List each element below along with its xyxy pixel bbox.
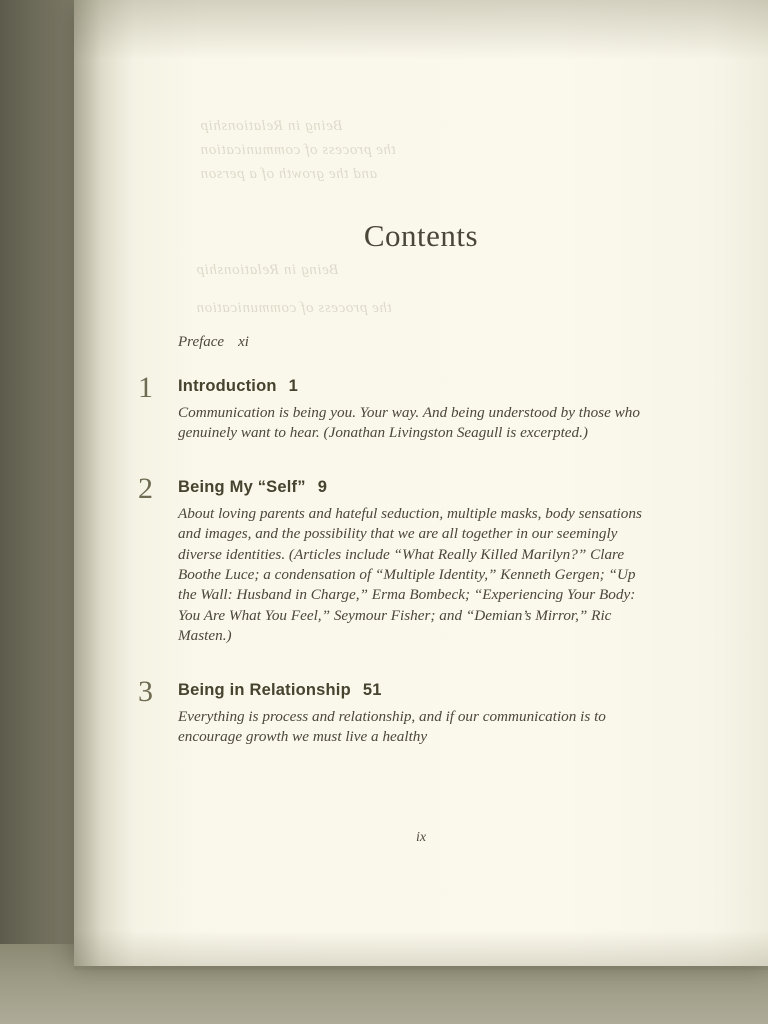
table-of-contents bbox=[138, 334, 714, 747]
chapter-heading-3 bbox=[178, 681, 714, 700]
bleed-through-line-3: and the growth of a person bbox=[200, 166, 378, 182]
chapter-title-1: Introduction bbox=[178, 377, 277, 395]
toc-entry-3[interactable] bbox=[138, 674, 714, 748]
toc-entry-2[interactable] bbox=[138, 471, 714, 647]
bleed-through-line-1: Being in Relationship bbox=[200, 118, 343, 134]
chapter-heading-2 bbox=[178, 478, 714, 497]
bleed-through-line-5: the process of communication bbox=[196, 300, 392, 316]
chapter-description-1: Communication is being you. Your way. And being understood by those who genuinely want to hear. (Jonathan Livingston Seagull is excerpted.) bbox=[178, 404, 640, 442]
chapter-heading-1 bbox=[178, 377, 714, 396]
chapter-number-2: 2 bbox=[138, 471, 153, 505]
bleed-through-line-4: Being in Relationship bbox=[196, 262, 339, 278]
chapter-page-1: 1 bbox=[288, 377, 299, 395]
chapter-title-3: Being in Relationship bbox=[178, 680, 351, 699]
chapter-page-2: 9 bbox=[317, 477, 328, 496]
toc-entry-1[interactable] bbox=[138, 371, 714, 444]
page-content bbox=[74, 0, 768, 966]
chapter-number-3: 3 bbox=[138, 674, 153, 708]
chapter-description-2: About loving parents and hateful seduction, multiple masks, body sensations and images, and the possibility that we are all together in our seemingly diverse identities. (Articles include “What Really Killed Marilyn?” Clare Boothe Luce; a condensation of “Multiple Identity,” Kenneth Gergen; “Up the Wall: Husband in Charge,” Erma Bombeck; “Experiencing Your Body: You Are What You Feel,” Seymour Fisher; and “Demian’s Mirror,” Ric Masten.) bbox=[178, 504, 642, 645]
bleed-through-line-2: the process of communication bbox=[200, 142, 396, 158]
chapter-description-3: Everything is process and relationship, and if our communication is to encourage growth we must live a healthy bbox=[178, 707, 606, 746]
page-folio-number: ix bbox=[415, 830, 427, 845]
preface-page-number: xi bbox=[238, 334, 249, 350]
preface-label: Preface bbox=[178, 334, 225, 350]
chapter-number-1: 1 bbox=[138, 371, 153, 404]
chapter-page-3: 51 bbox=[362, 680, 382, 699]
page-title: Contents bbox=[363, 218, 479, 253]
chapter-title-2: Being My “Self” bbox=[178, 477, 306, 496]
toc-entry-preface[interactable] bbox=[178, 334, 714, 351]
